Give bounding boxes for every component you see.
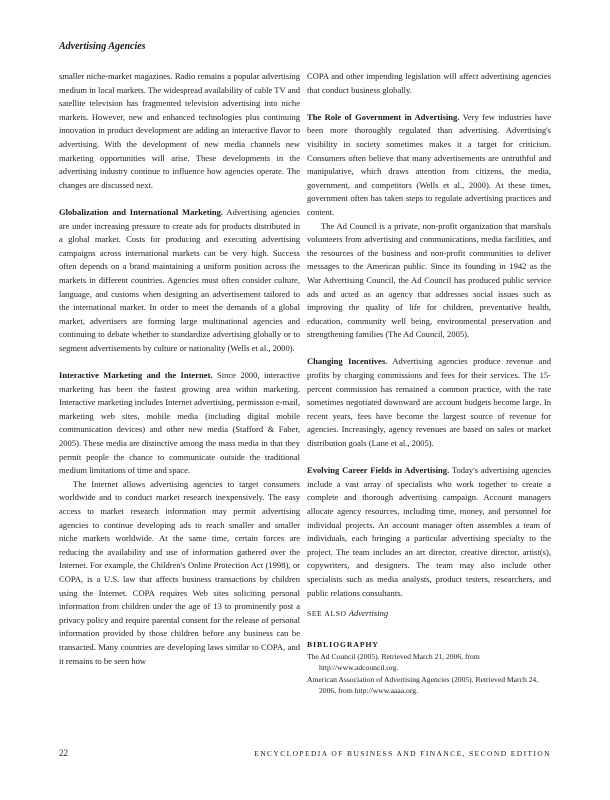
run-in-heading: The Role of Government in Advertising. <box>307 111 460 122</box>
run-in-heading: Interactive Marketing and the Internet. <box>59 370 213 381</box>
page-number: 22 <box>59 748 68 758</box>
paragraph-body: Very few industries have been more thoroughly regulated than advertising. Advertising's visibility in society sometimes makes it a target for criticism. Consumers often believe that many advertisements are untruthful and manipulative, which draws attention from citizens, the media, government, and competitors (Wells et al., 2000). At these times, government often has taken steps to regulate advertising practices and content. <box>307 111 552 217</box>
bibliography-entry: The Ad Council (2005). Retrieved March 21, 2006, from http://www.adcouncil.org. <box>307 651 480 673</box>
paragraph-body: Since 2000, interactive marketing has been the fastest growing area within marketing. Interactive marketing includes Internet advertising, permission e-mail, marketing web sites, mobile media (including digital mobile communication devices) and other new media (Stafford & Faber, 2005). These media are distinctive among the mass media in that they permit people the chance to communicate outside the traditional medium limitations of time and space. <box>59 370 301 476</box>
paragraph-body: Advertising agencies are under increasing pressure to create ads for products distributed in a global market. Costs for producing and executing advertising campaigns across international markets can be very high. Success often depends on a brand maintaining a uniform position across the markets in different countries. Agencies must often consider culture, language, and customs when designing an advertisement tailored to the international market. In order to meet the demands of a global market, advertisers are forming large multinational agencies and continuing to debate whether to standardize advertising globally or to segment advertisements by culture or nationality (Wells et al., 2000). <box>59 206 301 353</box>
paragraph-body: Today's advertising agencies include a vast array of specialists who work together to create a complete and thorough advertising campaign. Account managers allocate agency resources, including time, money, and personnel for individual projects. An account manager often assembles a team of individuals, each bringing a particular advertising specialty to the project. The team includes an art director, creative director, artist(s), copywriters, and designers. The team may also include other specialists such as media analysts, product testers, researchers, and public relations consultants. <box>307 465 551 598</box>
right-column <box>307 70 551 697</box>
paragraph: The Ad Council is a private, non-profit organization that marshals volunteers from advertising and communications, media facilities, and the resources of the business and non-profit communities to deliver messages to the American public. Since its founding in 1942 as the War Advertising Council, the Ad Council has produced public service ads and acted as an agency that addresses social issues such as improving the quality of life for children, preventative health, education, community well being, environmental preservation and strengthening families (The Ad Council, 2005). <box>307 220 551 340</box>
paragraph: The Internet allows advertising agencies to target consumers worldwide and to conduct market research inexpensively. The easy access to market research information may permit advertising agencies to continue developing ads to reach smaller and smaller niche markets worldwide. At the same time, certain forces are reducing the availability and use of information gathered over the Internet. For example, the Children's Online Protection Act (1998), or COPA, is a U.S. law that affects business transactions by children using the Internet. COPA requires Web sites soliciting personal information from children under the age of 13 to prominently post a privacy policy and require parental consent for the release of personal information provided by those children before any business can be transacted. Many countries are developing laws similar to COPA, and it remains to be seen how <box>59 478 300 666</box>
paragraph-government <box>307 111 551 220</box>
paragraph-body: Advertising agencies produce revenue and profits by charging commissions and fees for their services. The 15-percent commission has remained a common practice, with the rate sometimes negotiated downward are account budgets become large. In recent years, fees have become the largest source of revenue for agencies. Increasingly, agency revenues are based on sales or market distribution goals (Lane et al., 2005). <box>307 356 551 449</box>
see-also-link[interactable]: Advertising <box>348 608 389 619</box>
paragraph-incentives <box>307 355 551 450</box>
paragraph-globalization <box>59 206 300 356</box>
book-title: ENCYCLOPEDIA OF BUSINESS AND FINANCE, SECOND EDITION <box>254 749 551 758</box>
run-in-heading: Evolving Career Fields in Advertising. <box>307 465 450 476</box>
run-in-heading: Globalization and International Marketing. <box>59 206 224 217</box>
paragraph-career <box>307 464 551 600</box>
running-header: Advertising Agencies <box>59 41 146 52</box>
run-in-heading: Changing Incentives. <box>307 356 388 367</box>
bibliography-entry: American Association of Advertising Agencies (2005). Retrieved March 24, 2006, from http://www.aaaa.org. <box>307 674 539 696</box>
see-also <box>307 607 551 621</box>
bibliography-heading: BIBLIOGRAPHY <box>307 639 379 649</box>
paragraph-interactive <box>59 369 300 478</box>
paragraph: smaller niche-market magazines. Radio remains a popular advertising medium in local markets. The widespread availability of cable TV and satellite television has fragmented television advertising into niche markets. However, new and enhanced technologies plus continuing innovation in product development are adding an interactive flavor to advertising. With the development of new media channels new marketing opportunities will arise. These developments in the advertising industry continue to influence how agencies operate. The changes are discussed next. <box>59 71 300 190</box>
paragraph: COPA and other impending legislation will affect advertising agencies that conduct business globally. <box>307 71 551 95</box>
see-also-label: SEE ALSO <box>307 609 347 619</box>
left-column <box>59 70 300 668</box>
